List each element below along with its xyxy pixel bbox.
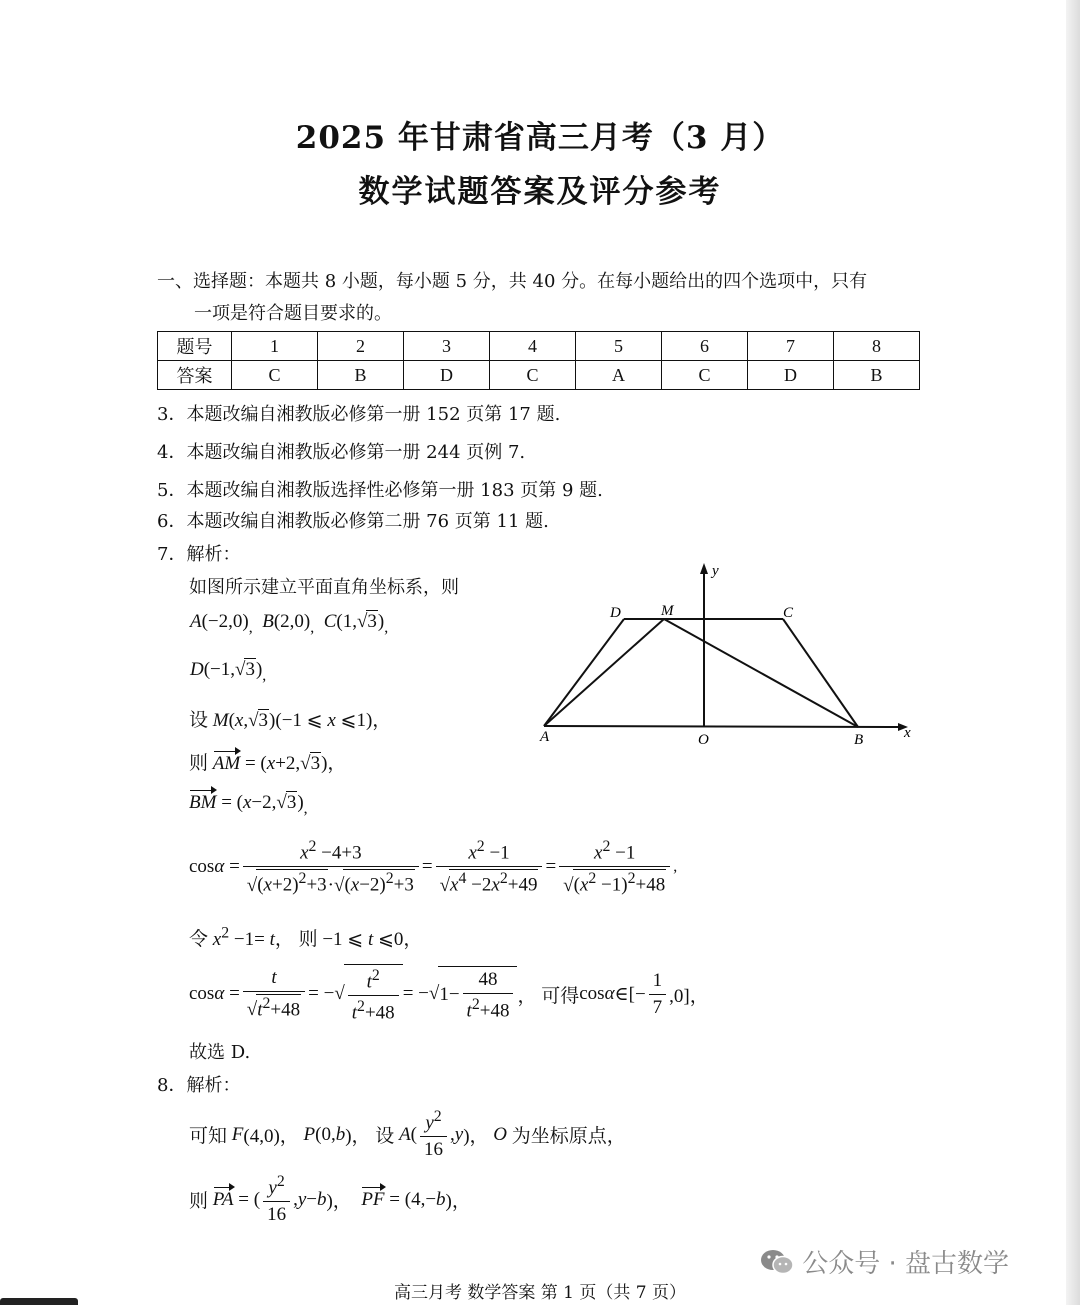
q7-cos-formula: cos α = $x^2 -4+3$ √ $(x+2)^2+3\cdot√$ $(x-2)^2+3$ = $x^2 -1$ √ $x^4 -2x^2+49$ = $x^2 -1$ √ $(x^2 -1)^2+48$ ,	[189, 838, 677, 897]
table-cell: C	[662, 361, 748, 390]
wechat-icon	[760, 1248, 794, 1276]
q7-vector-bm: BM = (x−2,√ $3)_,$	[189, 791, 308, 818]
q7-point-d: D(−1,√ $3)_,$	[190, 658, 266, 685]
table-cell: 3	[404, 332, 490, 361]
q8-origin-label: 为坐标原点，	[511, 1126, 626, 1148]
note-5: 5．本题改编自湘教版选择性必修第一册 183 页第 9 题.	[157, 480, 603, 501]
table-cell: C	[232, 361, 318, 390]
section-heading-cont: 一项是符合题目要求的。	[194, 303, 392, 324]
q8-then-label: 则	[189, 1191, 209, 1213]
table-header-cell: 答案	[158, 361, 232, 390]
label-a: A	[540, 729, 550, 745]
q8-set-label: 设	[375, 1126, 395, 1148]
table-cell: 6	[662, 332, 748, 361]
table-cell: 4	[490, 332, 576, 361]
y-label: y	[712, 563, 719, 579]
x-label: x	[904, 725, 911, 741]
note-3: 3．本题改编自湘教版必修第一册 152 页第 17 题.	[157, 404, 561, 425]
page-footer: 高三月考 数学答案 第 1 页（共 7 页）	[393, 1283, 687, 1303]
q7-let-label: 令	[189, 929, 209, 950]
q8-known-points: 可知 F (4,0)， P (0, b )， 设 A ( $\frac{y^2}{16}$ , y )， O 为坐标原点，	[189, 1108, 626, 1161]
table-cell: B	[834, 361, 920, 390]
q7-cos-range: cos α = t √ $t^2+48$ = − √ $\frac{t^2}{t^2+48}$ = − √ 1− $\frac{48}{t^2+48}$ ， 可得 cos α ∈[− $\frac{1}{7}$ ,0]，	[189, 964, 709, 1025]
q7-vector-am: 则 AM = (x+2,√ 3)，	[189, 748, 346, 775]
label-m: M	[661, 603, 674, 619]
table-cell: 8	[834, 332, 920, 361]
q7-then-label: 则	[189, 753, 209, 774]
table-cell: C	[490, 361, 576, 390]
table-cell: D	[748, 361, 834, 390]
segment-bc	[783, 619, 858, 727]
bottom-bar	[0, 1298, 78, 1305]
note-4: 4．本题改编自湘教版必修第一册 244 页例 7.	[157, 442, 526, 463]
segment-am	[544, 619, 664, 726]
q7-obtain-label: 可得	[541, 985, 580, 1007]
watermark-text: 公众号 · 盘古数学	[802, 1249, 1010, 1279]
q7-intro: 如图所示建立平面直角坐标系，则	[189, 577, 459, 598]
label-o: O	[698, 732, 709, 748]
table-row-numbers	[158, 332, 920, 361]
q8-vectors: 则 PA = ( $\frac{y^2}{16}$ , y − b )， PF = (4,− b )，	[189, 1173, 471, 1226]
q8-known-label: 可知	[189, 1126, 228, 1148]
q7-heading: 7．解析：	[157, 544, 241, 565]
q7-substitution: 令 $x^2 -1= t$， 则 −1 ⩽ t ⩽0，	[189, 924, 423, 950]
label-d: D	[610, 605, 621, 621]
x-axis	[544, 726, 900, 727]
y-axis-arrow	[700, 563, 708, 574]
label-b: B	[854, 732, 864, 748]
q7-points-abc: $A(-2,0)_,$ $B(2,0)_,$ C(1,√ $3)_,$	[190, 610, 388, 637]
table-cell: D	[404, 361, 490, 390]
q8-heading: 8．解析：	[157, 1075, 241, 1096]
table-cell: 5	[576, 332, 662, 361]
q7-point-m: 设 M(x,√ 3)(−1 ⩽ x ⩽1)，	[189, 705, 391, 732]
table-header-cell: 题号	[158, 332, 232, 361]
section-heading: 一、选择题：本题共 8 小题，每小题 5 分，共 40 分。在每小题给出的四个选项中，只有	[157, 271, 868, 292]
note-6: 6．本题改编自湘教版必修第二册 76 页第 11 题.	[157, 511, 549, 532]
table-row-answers	[158, 361, 920, 390]
page-title: 2025 年甘肃省高三月考（3 月）	[295, 120, 785, 156]
q7-figure	[530, 555, 930, 755]
table-cell: 7	[748, 332, 834, 361]
label-c: C	[783, 605, 794, 621]
page-subtitle: 数学试题答案及评分参考	[358, 174, 722, 210]
table-cell: 1	[232, 332, 318, 361]
segment-bm	[664, 619, 858, 727]
table-cell: B	[318, 361, 404, 390]
q7-conclusion: 故选 D.	[189, 1042, 251, 1063]
watermark	[760, 1243, 1009, 1280]
segment-ad	[544, 619, 624, 726]
answer-table	[157, 331, 920, 390]
table-cell: A	[576, 361, 662, 390]
table-cell: 2	[318, 332, 404, 361]
